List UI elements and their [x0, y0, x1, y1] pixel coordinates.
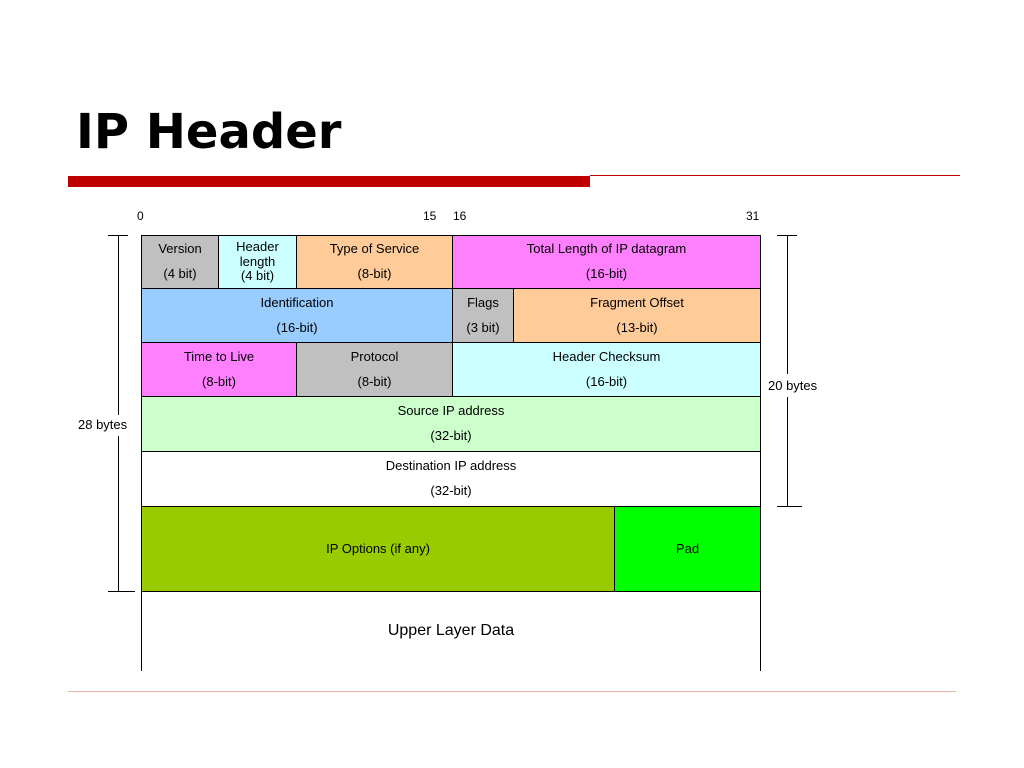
- title-underline-thin: [590, 175, 960, 176]
- field-type-of-service: [296, 235, 453, 289]
- title-underline-thick: [68, 176, 590, 187]
- field-total-length-name: Total Length of IP datagram: [526, 241, 687, 257]
- field-header-length-name: Header length: [236, 238, 279, 269]
- left-bracket-label: 28 bytes: [78, 417, 128, 432]
- slide-title: IP Header: [76, 104, 342, 160]
- field-version-name: Version: [158, 241, 202, 257]
- field-ttl-size: (8-bit): [202, 373, 236, 389]
- field-checksum-name: Header Checksum: [552, 348, 661, 364]
- field-time-to-live: [141, 342, 297, 397]
- field-protocol-size: (8-bit): [357, 373, 392, 389]
- field-protocol-name: Protocol: [350, 348, 399, 364]
- field-ttl-name: Time to Live: [183, 348, 255, 364]
- field-version-size: (4 bit): [163, 266, 197, 281]
- field-destination-size: (32-bit): [430, 483, 472, 498]
- right-bracket-line-upper: [787, 235, 788, 374]
- left-bracket-bottom: [108, 591, 135, 592]
- field-identification-name: Identification: [260, 294, 334, 310]
- field-destination-ip: [141, 451, 761, 507]
- right-bracket-bottom: [777, 506, 802, 507]
- left-bracket-line-lower: [118, 436, 119, 592]
- field-header-checksum: [452, 342, 761, 397]
- field-total-length: [452, 235, 761, 289]
- field-checksum-size: (16-bit): [585, 373, 628, 389]
- field-header-length-size: (4 bit): [240, 268, 275, 284]
- bit-label-16: 16: [453, 209, 467, 223]
- field-source-size: (32-bit): [430, 428, 472, 443]
- field-fragment-offset-name: Fragment Offset: [590, 294, 684, 310]
- field-protocol: [296, 342, 453, 397]
- field-pad: [614, 506, 761, 592]
- bit-label-0: 0: [137, 209, 144, 223]
- field-ip-options: [141, 506, 615, 592]
- field-destination-name: Destination IP address: [385, 458, 517, 474]
- left-bracket-line-upper: [118, 235, 119, 415]
- field-header-length: [218, 235, 297, 289]
- field-total-length-size: (16-bit): [585, 266, 628, 281]
- field-identification-size: (16-bit): [276, 319, 318, 335]
- field-version: [141, 235, 219, 289]
- field-source-ip: [141, 396, 761, 452]
- bit-label-15: 15: [423, 209, 437, 223]
- field-flags: [452, 288, 514, 343]
- field-flags-size: (3 bit): [466, 319, 500, 335]
- right-bracket-label: 20 bytes: [768, 378, 818, 393]
- upper-layer-data-label: Upper Layer Data: [387, 622, 515, 639]
- field-tos-name: Type of Service: [329, 241, 420, 257]
- right-bracket-line-lower: [787, 397, 788, 507]
- field-source-name: Source IP address: [397, 403, 505, 419]
- field-flags-name: Flags: [467, 294, 499, 310]
- field-tos-size: (8-bit): [357, 266, 392, 281]
- field-identification: [141, 288, 453, 343]
- field-fragment-offset: [513, 288, 761, 343]
- field-options-name: IP Options (if any): [326, 540, 430, 556]
- bit-label-31: 31: [746, 209, 760, 223]
- field-pad-name: Pad: [675, 540, 700, 556]
- upper-layer-data: [141, 591, 761, 671]
- footer-divider: [68, 691, 956, 692]
- field-fragment-offset-size: (13-bit): [616, 319, 658, 335]
